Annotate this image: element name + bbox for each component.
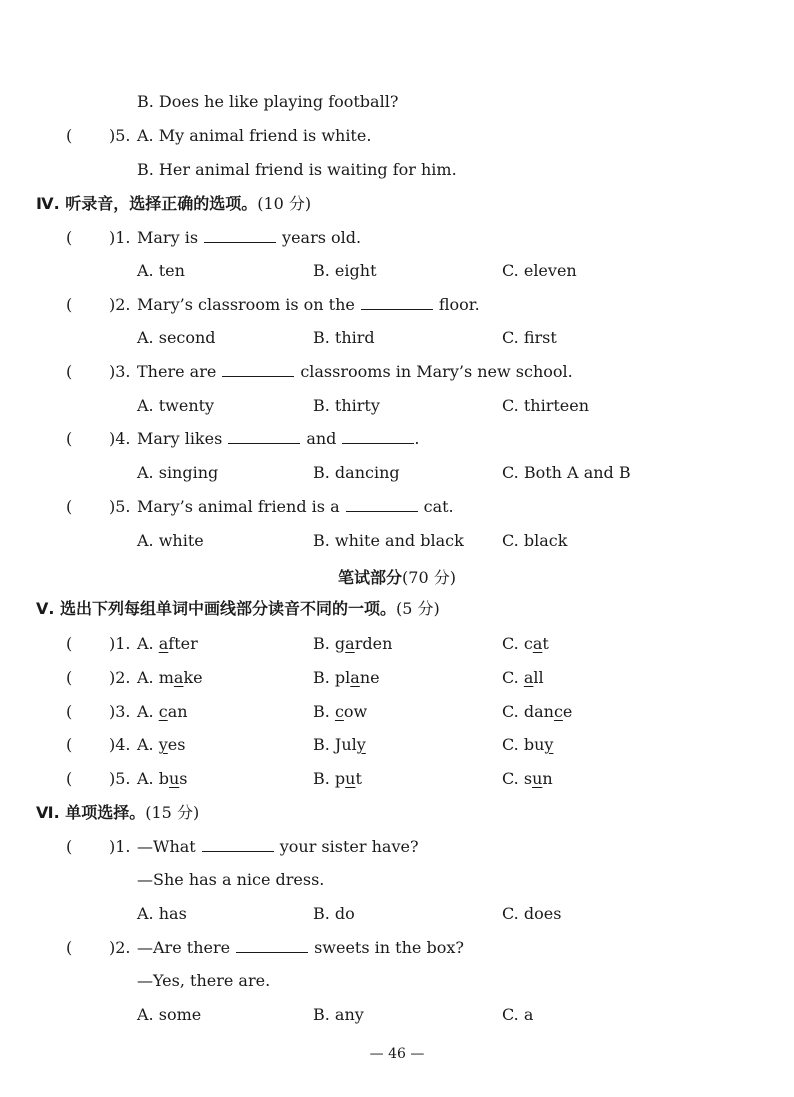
section-5-title: Ⅴ. 选出下列每组单词中画线部分读音不同的一项。(5 分) [36,599,440,618]
option-b: B. white and black [313,531,464,550]
question-number: )5. [109,126,131,145]
question-stem: —What your sister have? [137,837,419,856]
option-a: A. My animal friend is white. [137,126,372,145]
option-c: C. buy [502,735,554,754]
question-stem: There are classrooms in Mary’s new school. [137,362,573,381]
option-c: C. dance [502,702,573,721]
question-stem: Mary likes and . [137,429,420,448]
option-b: B. do [313,904,355,923]
answer-paren[interactable]: ( [66,837,73,856]
question-stem: Mary’s classroom is on the floor. [137,295,480,314]
option-a: A. singing [137,463,219,482]
option-b: B. plane [313,668,380,687]
option-c: C. cat [502,634,549,653]
fill-blank[interactable] [236,938,308,953]
section-6-title: Ⅵ. 单项选择。(15 分) [36,803,200,822]
answer-paren[interactable]: ( [66,228,73,247]
option-b: B. put [313,769,362,788]
option-b: B. thirty [313,396,380,415]
option-c: C. Both A and B [502,463,631,482]
question-stem: —Are there sweets in the box? [137,938,464,957]
answer-paren[interactable]: ( [66,362,73,381]
option-a: A. has [137,904,187,923]
section-4-title: Ⅳ. 听录音，选择正确的选项。(10 分) [36,194,312,213]
answer-paren[interactable]: ( [66,769,73,788]
option-c: C. all [502,668,544,687]
answer-paren[interactable]: ( [66,126,73,145]
option-a: A. make [137,668,203,687]
answer-paren[interactable]: ( [66,702,73,721]
written-part-heading: 笔试部分(70 分) [338,568,456,587]
option-a: A. ten [137,261,185,280]
fill-blank[interactable] [222,362,294,377]
option-b: B. eight [313,261,377,280]
option-b: B. dancing [313,463,400,482]
option-a: A. after [137,634,198,653]
option-a: A. second [137,328,216,347]
question-stem: Mary’s animal friend is a cat. [137,497,454,516]
option-b: B. cow [313,702,368,721]
option-b: B. garden [313,634,393,653]
option-a: A. can [137,702,188,721]
option-c: C. first [502,328,557,347]
fill-blank[interactable] [342,429,414,444]
fill-blank[interactable] [346,497,418,512]
option-a: A. twenty [137,396,215,415]
option-c: C. a [502,1005,534,1024]
option-b: B. any [313,1005,364,1024]
option-b: B. third [313,328,375,347]
answer-paren[interactable]: ( [66,295,73,314]
fill-blank[interactable] [361,295,433,310]
answer-paren[interactable]: ( [66,429,73,448]
answer-paren[interactable]: ( [66,668,73,687]
answer-paren[interactable]: ( [66,735,73,754]
option-c: C. eleven [502,261,577,280]
answer-paren[interactable]: ( [66,938,73,957]
option-a: A. yes [137,735,186,754]
fill-blank[interactable] [204,228,276,243]
option-c: C. thirteen [502,396,590,415]
option-c: C. sun [502,769,553,788]
option-a: A. white [137,531,204,550]
option-c: C. does [502,904,562,923]
answer-paren[interactable]: ( [66,497,73,516]
fill-blank[interactable] [228,429,300,444]
answer-paren[interactable]: ( [66,634,73,653]
option-a: A. some [137,1005,202,1024]
page-number: — 46 — [369,1046,425,1062]
option-c: C. black [502,531,568,550]
fill-blank[interactable] [202,837,274,852]
option-a: A. bus [137,769,188,788]
option-b: B. Her animal friend is waiting for him. [137,160,457,179]
option-b: B. July [313,735,366,754]
question-stem: Mary is years old. [137,228,362,247]
